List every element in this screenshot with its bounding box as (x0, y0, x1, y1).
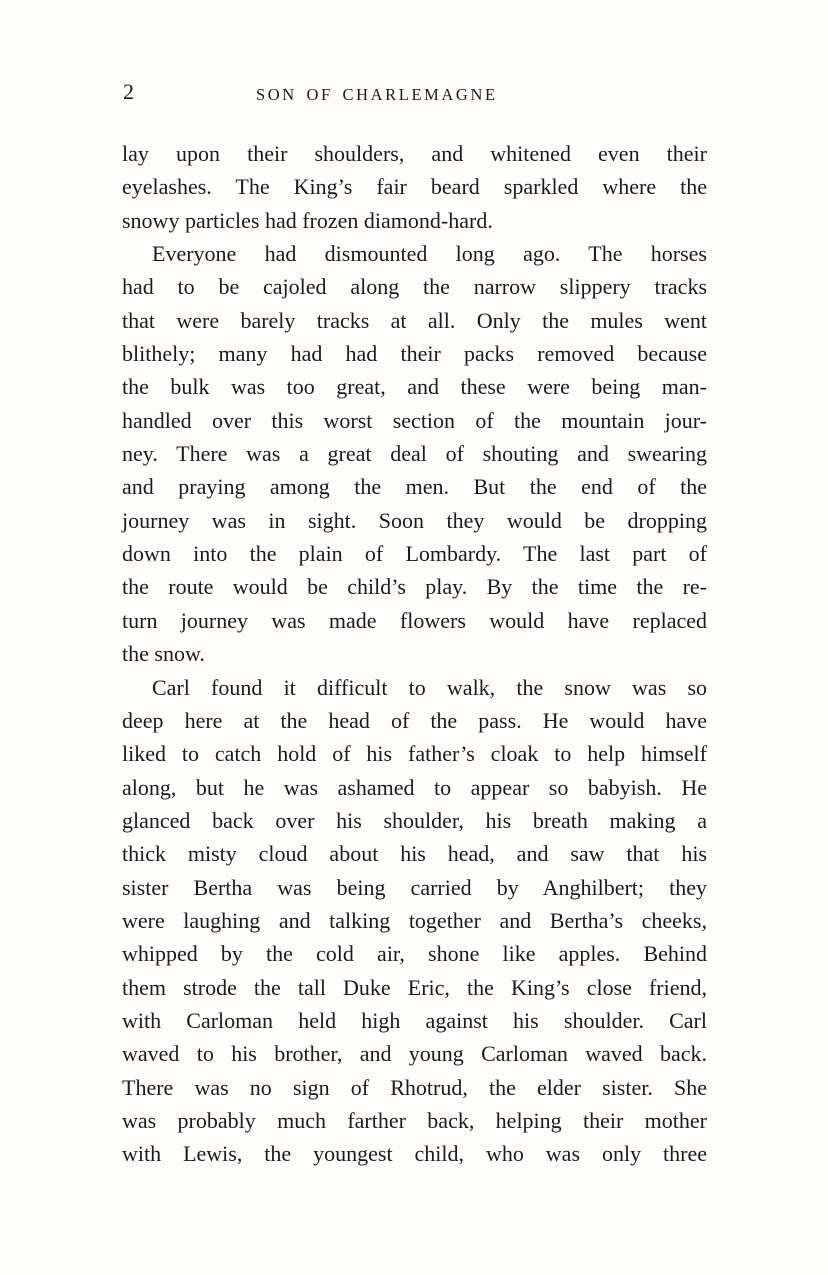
paragraph (122, 671, 707, 1171)
text-line: liked to catch hold of his father’s cloak to help himself (122, 741, 707, 767)
text-line: and praying among the men. But the end of the (122, 474, 707, 500)
text-line: with Lewis, the youngest child, who was only three (122, 1141, 707, 1167)
text-line: lay upon their shoulders, and whitened even their (122, 141, 707, 166)
text-line: was probably much farther back, helping their mother (122, 1107, 707, 1133)
text-line: journey was in sight. Soon they would be dropping (122, 507, 707, 533)
text-line: sister Bertha was being carried by Anghilbert; they (122, 874, 707, 900)
text-line: whipped by the cold air, shone like apples. Behind (122, 941, 707, 967)
text-line: Carl found it difficult to walk, the snow was so (152, 674, 707, 700)
text-line: ney. There was a great deal of shouting and swearing (122, 441, 707, 467)
running-title: SON OF CHARLEMAGNE (256, 85, 498, 104)
text-line: blithely; many had had their packs removed because (122, 341, 707, 367)
text-line: that were barely tracks at all. Only the mules went (122, 307, 707, 333)
text-line: glanced back over his shoulder, his breath making a (122, 807, 707, 833)
text-line: handled over this worst section of the mountain jour- (122, 407, 707, 433)
text-line: had to be cajoled along the narrow slippery tracks (122, 274, 707, 300)
text-line: snowy particles had frozen diamond-hard. (122, 207, 493, 233)
text-line: thick misty cloud about his head, and saw that his (122, 841, 707, 867)
text-line: deep here at the head of the pass. He would have (122, 707, 707, 733)
text-line: eyelashes. The King’s fair beard sparkled where the (122, 174, 707, 200)
paragraph (122, 237, 707, 670)
text-line: Everyone had dismounted long ago. The horses (152, 241, 707, 267)
text-line: them strode the tall Duke Eric, the King’s close friend, (122, 974, 707, 1000)
page-text (122, 137, 707, 1171)
page-number: 2 (123, 79, 134, 104)
paragraph (122, 137, 707, 237)
text-line: waved to his brother, and young Carloman waved back. (122, 1041, 707, 1067)
text-line: There was no sign of Rhotrud, the elder sister. She (122, 1074, 707, 1100)
text-line: the route would be child’s play. By the time the re- (122, 574, 707, 600)
text-line: the snow. (122, 641, 205, 667)
text-line: with Carloman held high against his shoulder. Carl (122, 1007, 707, 1033)
text-line: the bulk was too great, and these were being man- (122, 374, 707, 400)
text-line: were laughing and talking together and Bertha’s cheeks, (122, 907, 707, 933)
text-line: along, but he was ashamed to appear so babyish. He (122, 774, 707, 800)
text-line: down into the plain of Lombardy. The last part of (122, 541, 707, 567)
text-line: turn journey was made flowers would have replaced (122, 607, 707, 633)
running-head (0, 0, 828, 110)
